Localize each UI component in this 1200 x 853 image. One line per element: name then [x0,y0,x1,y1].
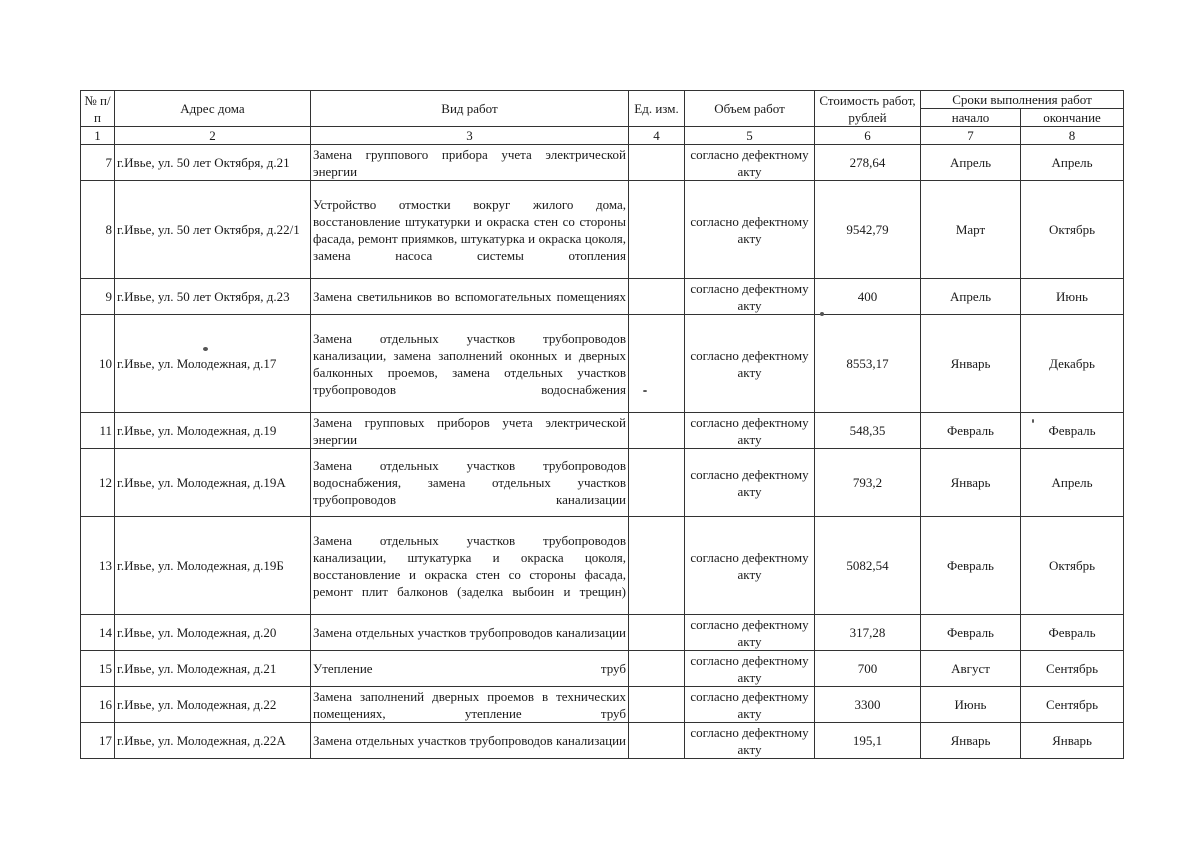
row-work-description: Замена отдельных участков трубопроводов водоснабжения, замена отдельных участков трубопроводов канализации [311,449,629,517]
row-number: 9 [81,279,115,315]
row-volume: согласно дефектному акту [685,449,815,517]
row-volume: согласно дефектному акту [685,615,815,651]
row-address: г.Ивье, ул. Молодежная, д.22А [115,723,311,759]
row-start-month: Январь [921,723,1021,759]
row-number: 14 [81,615,115,651]
row-number: 13 [81,517,115,615]
row-number: 12 [81,449,115,517]
row-work-description: Замена группового прибора учета электрической энергии [311,145,629,181]
row-cost: 700 [815,651,921,687]
header-dates: Сроки выполнения работ [921,91,1124,109]
row-number: 8 [81,181,115,279]
row-unit [629,181,685,279]
row-number: 10 [81,315,115,413]
row-unit [629,145,685,181]
row-number: 11 [81,413,115,449]
row-cost: 400 [815,279,921,315]
row-volume: согласно дефектному акту [685,687,815,723]
row-cost: 195,1 [815,723,921,759]
row-cost: 793,2 [815,449,921,517]
row-address: г.Ивье, ул. Молодежная, д.17 [115,315,311,413]
row-work-description: Замена отдельных участков трубопроводов канализации [311,615,629,651]
row-end-month: Сентябрь [1021,651,1124,687]
header-end: окончание [1021,109,1124,127]
row-cost: 3300 [815,687,921,723]
table-row [81,615,1124,651]
row-address: г.Ивье, ул. Молодежная, д.20 [115,615,311,651]
row-cost: 8553,17 [815,315,921,413]
row-cost: 548,35 [815,413,921,449]
row-address: г.Ивье, ул. Молодежная, д.21 [115,651,311,687]
row-cost: 317,28 [815,615,921,651]
scan-speck [643,390,647,392]
scan-speck [820,312,824,316]
header-address: Адрес дома [115,91,311,127]
row-volume: согласно дефектному акту [685,181,815,279]
row-end-month: Апрель [1021,145,1124,181]
row-end-month: Декабрь [1021,315,1124,413]
row-start-month: Февраль [921,413,1021,449]
column-index: 7 [921,127,1021,145]
header-work-type: Вид работ [311,91,629,127]
row-address: г.Ивье, ул. Молодежная, д.19Б [115,517,311,615]
row-work-description: Устройство отмостки вокруг жилого дома, восстановление штукатурки и окраска стен со стороны фасада, ремонт приямков, штукатурка и окраска цоколя, замена насоса системы отопления [311,181,629,279]
row-cost: 9542,79 [815,181,921,279]
row-cost: 5082,54 [815,517,921,615]
row-start-month: Июнь [921,687,1021,723]
repair-works-table [80,90,1124,759]
row-number: 16 [81,687,115,723]
row-unit [629,687,685,723]
row-number: 17 [81,723,115,759]
column-index: 6 [815,127,921,145]
column-index-row [81,127,1124,145]
row-address: г.Ивье, ул. 50 лет Октября, д.21 [115,145,311,181]
row-volume: согласно дефектному акту [685,517,815,615]
column-index: 3 [311,127,629,145]
header-num: № п/п [81,91,115,127]
row-number: 7 [81,145,115,181]
scan-speck [203,347,208,351]
table-row [81,145,1124,181]
row-start-month: Январь [921,315,1021,413]
header-start: начало [921,109,1021,127]
table-row [81,517,1124,615]
row-volume: согласно дефектному акту [685,315,815,413]
table-row [81,181,1124,279]
row-end-month: Февраль [1021,615,1124,651]
row-end-month: Июнь [1021,279,1124,315]
row-number: 15 [81,651,115,687]
row-unit [629,723,685,759]
row-start-month: Апрель [921,279,1021,315]
row-volume: согласно дефектному акту [685,651,815,687]
row-work-description: Замена отдельных участков трубопроводов канализации [311,723,629,759]
row-end-month: Октябрь [1021,181,1124,279]
row-start-month: Март [921,181,1021,279]
row-start-month: Январь [921,449,1021,517]
row-volume: согласно дефектному акту [685,723,815,759]
row-unit [629,517,685,615]
column-index: 4 [629,127,685,145]
row-address: г.Ивье, ул. Молодежная, д.22 [115,687,311,723]
row-volume: согласно дефектному акту [685,145,815,181]
table-body [81,145,1124,759]
row-work-description: Замена отдельных участков трубопроводов канализации, штукатурка и окраска цоколя, восстановление и окраска стен со стороны фасада, ремонт плит балконов (заделка выбоин и трещин) [311,517,629,615]
row-address: г.Ивье, ул. 50 лет Октября, д.22/1 [115,181,311,279]
table-row [81,687,1124,723]
table-row [81,651,1124,687]
column-index: 8 [1021,127,1124,145]
row-volume: согласно дефектному акту [685,279,815,315]
header-cost: Стоимость работ, рублей [815,91,921,127]
column-index: 1 [81,127,115,145]
table-row [81,723,1124,759]
row-address: г.Ивье, ул. Молодежная, д.19 [115,413,311,449]
header-volume: Объем работ [685,91,815,127]
table-row [81,413,1124,449]
row-end-month: Февраль [1021,413,1124,449]
scan-speck [1032,419,1034,423]
row-unit [629,279,685,315]
row-work-description: Замена отдельных участков трубопроводов канализации, замена заполнений оконных и дверных балконных проемов, замена отдельных участков трубопроводов водоснабжения [311,315,629,413]
row-end-month: Сентябрь [1021,687,1124,723]
row-work-description: Утепление труб [311,651,629,687]
header-unit: Ед. изм. [629,91,685,127]
row-work-description: Замена светильников во вспомогательных помещениях [311,279,629,315]
table-row [81,279,1124,315]
row-unit [629,413,685,449]
row-end-month: Октябрь [1021,517,1124,615]
row-start-month: Февраль [921,615,1021,651]
row-end-month: Январь [1021,723,1124,759]
row-unit [629,315,685,413]
column-index: 5 [685,127,815,145]
row-work-description: Замена заполнений дверных проемов в технических помещениях, утепление труб [311,687,629,723]
row-cost: 278,64 [815,145,921,181]
table-row [81,315,1124,413]
row-start-month: Август [921,651,1021,687]
row-start-month: Апрель [921,145,1021,181]
row-work-description: Замена групповых приборов учета электрической энергии [311,413,629,449]
row-address: г.Ивье, ул. 50 лет Октября, д.23 [115,279,311,315]
row-unit [629,651,685,687]
row-volume: согласно дефектному акту [685,413,815,449]
column-index: 2 [115,127,311,145]
table-header [81,91,1124,145]
row-address: г.Ивье, ул. Молодежная, д.19А [115,449,311,517]
row-end-month: Апрель [1021,449,1124,517]
row-unit [629,449,685,517]
table-row [81,449,1124,517]
row-unit [629,615,685,651]
row-start-month: Февраль [921,517,1021,615]
